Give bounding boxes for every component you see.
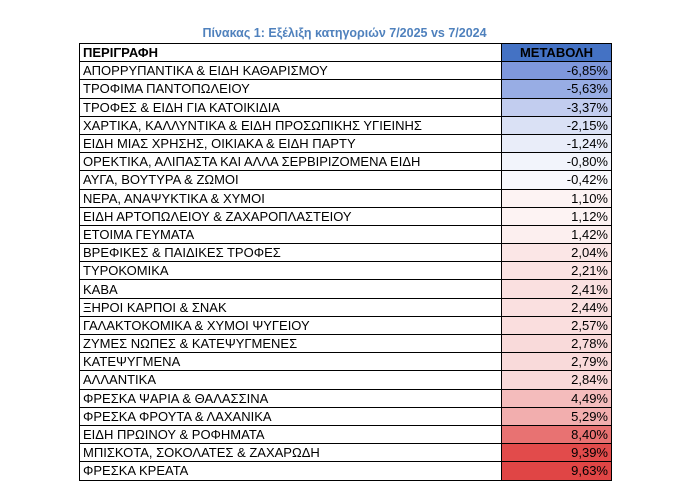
change-value: 2,84% xyxy=(502,371,612,389)
table-row xyxy=(80,444,612,462)
table-row xyxy=(80,80,612,98)
table-row xyxy=(80,262,612,280)
category-label: ΧΑΡΤΙΚΑ, ΚΑΛΛΥΝΤΙΚΑ & ΕΙΔΗ ΠΡΟΣΩΠΙΚΗΣ ΥΓΙΕΙΝΗΣ xyxy=(80,116,502,134)
table-row xyxy=(80,335,612,353)
change-value: 1,10% xyxy=(502,189,612,207)
change-value: -0,42% xyxy=(502,171,612,189)
table-row xyxy=(80,462,612,480)
table-row xyxy=(80,171,612,189)
table-row xyxy=(80,316,612,334)
category-label: ΚΑΤΕΨΥΓΜΕΝΑ xyxy=(80,353,502,371)
table-row xyxy=(80,207,612,225)
change-value: 1,42% xyxy=(502,225,612,243)
table-row xyxy=(80,298,612,316)
category-label: ΕΙΔΗ ΜΙΑΣ ΧΡΗΣΗΣ, ΟΙΚΙΑΚΑ & ΕΙΔΗ ΠΑΡΤΥ xyxy=(80,134,502,152)
change-value: 2,79% xyxy=(502,353,612,371)
table-row xyxy=(80,134,612,152)
category-label: ΟΡΕΚΤΙΚΑ, ΑΛΙΠΑΣΤΑ ΚΑΙ ΑΛΛΑ ΣΕΡΒΙΡΙΖΟΜΕΝΑ ΕΙΔΗ xyxy=(80,153,502,171)
header-change: ΜΕΤΑΒΟΛΗ xyxy=(502,44,612,62)
table-row xyxy=(80,116,612,134)
category-label: ΜΠΙΣΚΟΤΑ, ΣΟΚΟΛΑΤΕΣ & ΖΑΧΑΡΩΔΗ xyxy=(80,444,502,462)
category-label: ΝΕΡΑ, ΑΝΑΨΥΚΤΙΚΑ & ΧΥΜΟΙ xyxy=(80,189,502,207)
change-value: 2,41% xyxy=(502,280,612,298)
category-label: ΕΤΟΙΜΑ ΓΕΥΜΑΤΑ xyxy=(80,225,502,243)
category-label: ΚΑΒΑ xyxy=(80,280,502,298)
table-row xyxy=(80,371,612,389)
change-value: 4,49% xyxy=(502,389,612,407)
category-label: ΤΥΡΟΚΟΜΙΚΑ xyxy=(80,262,502,280)
category-label: ΤΡΟΦΙΜΑ ΠΑΝΤΟΠΩΛΕΙΟΥ xyxy=(80,80,502,98)
table-row xyxy=(80,153,612,171)
table-title: Πίνακας 1: Εξέλιξη κατηγοριών 7/2025 vs 7/2024 xyxy=(202,26,487,40)
table-row xyxy=(80,189,612,207)
table-row xyxy=(80,425,612,443)
table-row xyxy=(80,280,612,298)
category-label: ΑΠΟΡΡΥΠΑΝΤΙΚΑ & ΕΙΔΗ ΚΑΘΑΡΙΣΜΟΥ xyxy=(80,62,502,80)
category-label: ΕΙΔΗ ΑΡΤΟΠΩΛΕΙΟΥ & ΖΑΧΑΡΟΠΛΑΣΤΕΙΟΥ xyxy=(80,207,502,225)
category-label: ΕΙΔΗ ΠΡΩΙΝΟΥ & ΡΟΦΗΜΑΤΑ xyxy=(80,425,502,443)
change-value: -1,24% xyxy=(502,134,612,152)
change-value: 8,40% xyxy=(502,425,612,443)
category-label: ΦΡΕΣΚΑ ΨΑΡΙΑ & ΘΑΛΑΣΣΙΝΑ xyxy=(80,389,502,407)
change-value: -2,15% xyxy=(502,116,612,134)
header-description: ΠΕΡΙΓΡΑΦΗ xyxy=(80,44,502,62)
category-label: ΒΡΕΦΙΚΕΣ & ΠΑΙΔΙΚΕΣ ΤΡΟΦΕΣ xyxy=(80,244,502,262)
change-value: -5,63% xyxy=(502,80,612,98)
category-label: ΦΡΕΣΚΑ ΚΡΕΑΤΑ xyxy=(80,462,502,480)
table-row xyxy=(80,225,612,243)
table-body xyxy=(80,62,612,480)
table-row xyxy=(80,244,612,262)
category-label: ΑΛΛΑΝΤΙΚΑ xyxy=(80,371,502,389)
change-value: 2,21% xyxy=(502,262,612,280)
change-value: 5,29% xyxy=(502,407,612,425)
change-value: 2,44% xyxy=(502,298,612,316)
change-value: -0,80% xyxy=(502,153,612,171)
table-row xyxy=(80,353,612,371)
change-value: 2,04% xyxy=(502,244,612,262)
change-value: 9,63% xyxy=(502,462,612,480)
table-row xyxy=(80,407,612,425)
change-value: 9,39% xyxy=(502,444,612,462)
category-label: ΤΡΟΦΕΣ & ΕΙΔΗ ΓΙΑ ΚΑΤΟΙΚΙΔΙΑ xyxy=(80,98,502,116)
table-header-row xyxy=(80,44,612,62)
table-row xyxy=(80,389,612,407)
table-row xyxy=(80,98,612,116)
category-label: ΦΡΕΣΚΑ ΦΡΟΥΤΑ & ΛΑΧΑΝΙΚΑ xyxy=(80,407,502,425)
change-value: 2,57% xyxy=(502,316,612,334)
category-label: ΑΥΓΑ, ΒΟΥΤΥΡΑ & ΖΩΜΟΙ xyxy=(80,171,502,189)
category-label: ΓΑΛΑΚΤΟΚΟΜΙΚΑ & ΧΥΜΟΙ ΨΥΓΕΙΟΥ xyxy=(80,316,502,334)
change-value: 2,78% xyxy=(502,335,612,353)
category-change-table xyxy=(79,43,612,481)
change-value: 1,12% xyxy=(502,207,612,225)
category-label: ΖΥΜΕΣ ΝΩΠΕΣ & ΚΑΤΕΨΥΓΜΕΝΕΣ xyxy=(80,335,502,353)
table-row xyxy=(80,62,612,80)
category-label: ΞΗΡΟΙ ΚΑΡΠΟΙ & ΣΝΑΚ xyxy=(80,298,502,316)
change-value: -6,85% xyxy=(502,62,612,80)
change-value: -3,37% xyxy=(502,98,612,116)
